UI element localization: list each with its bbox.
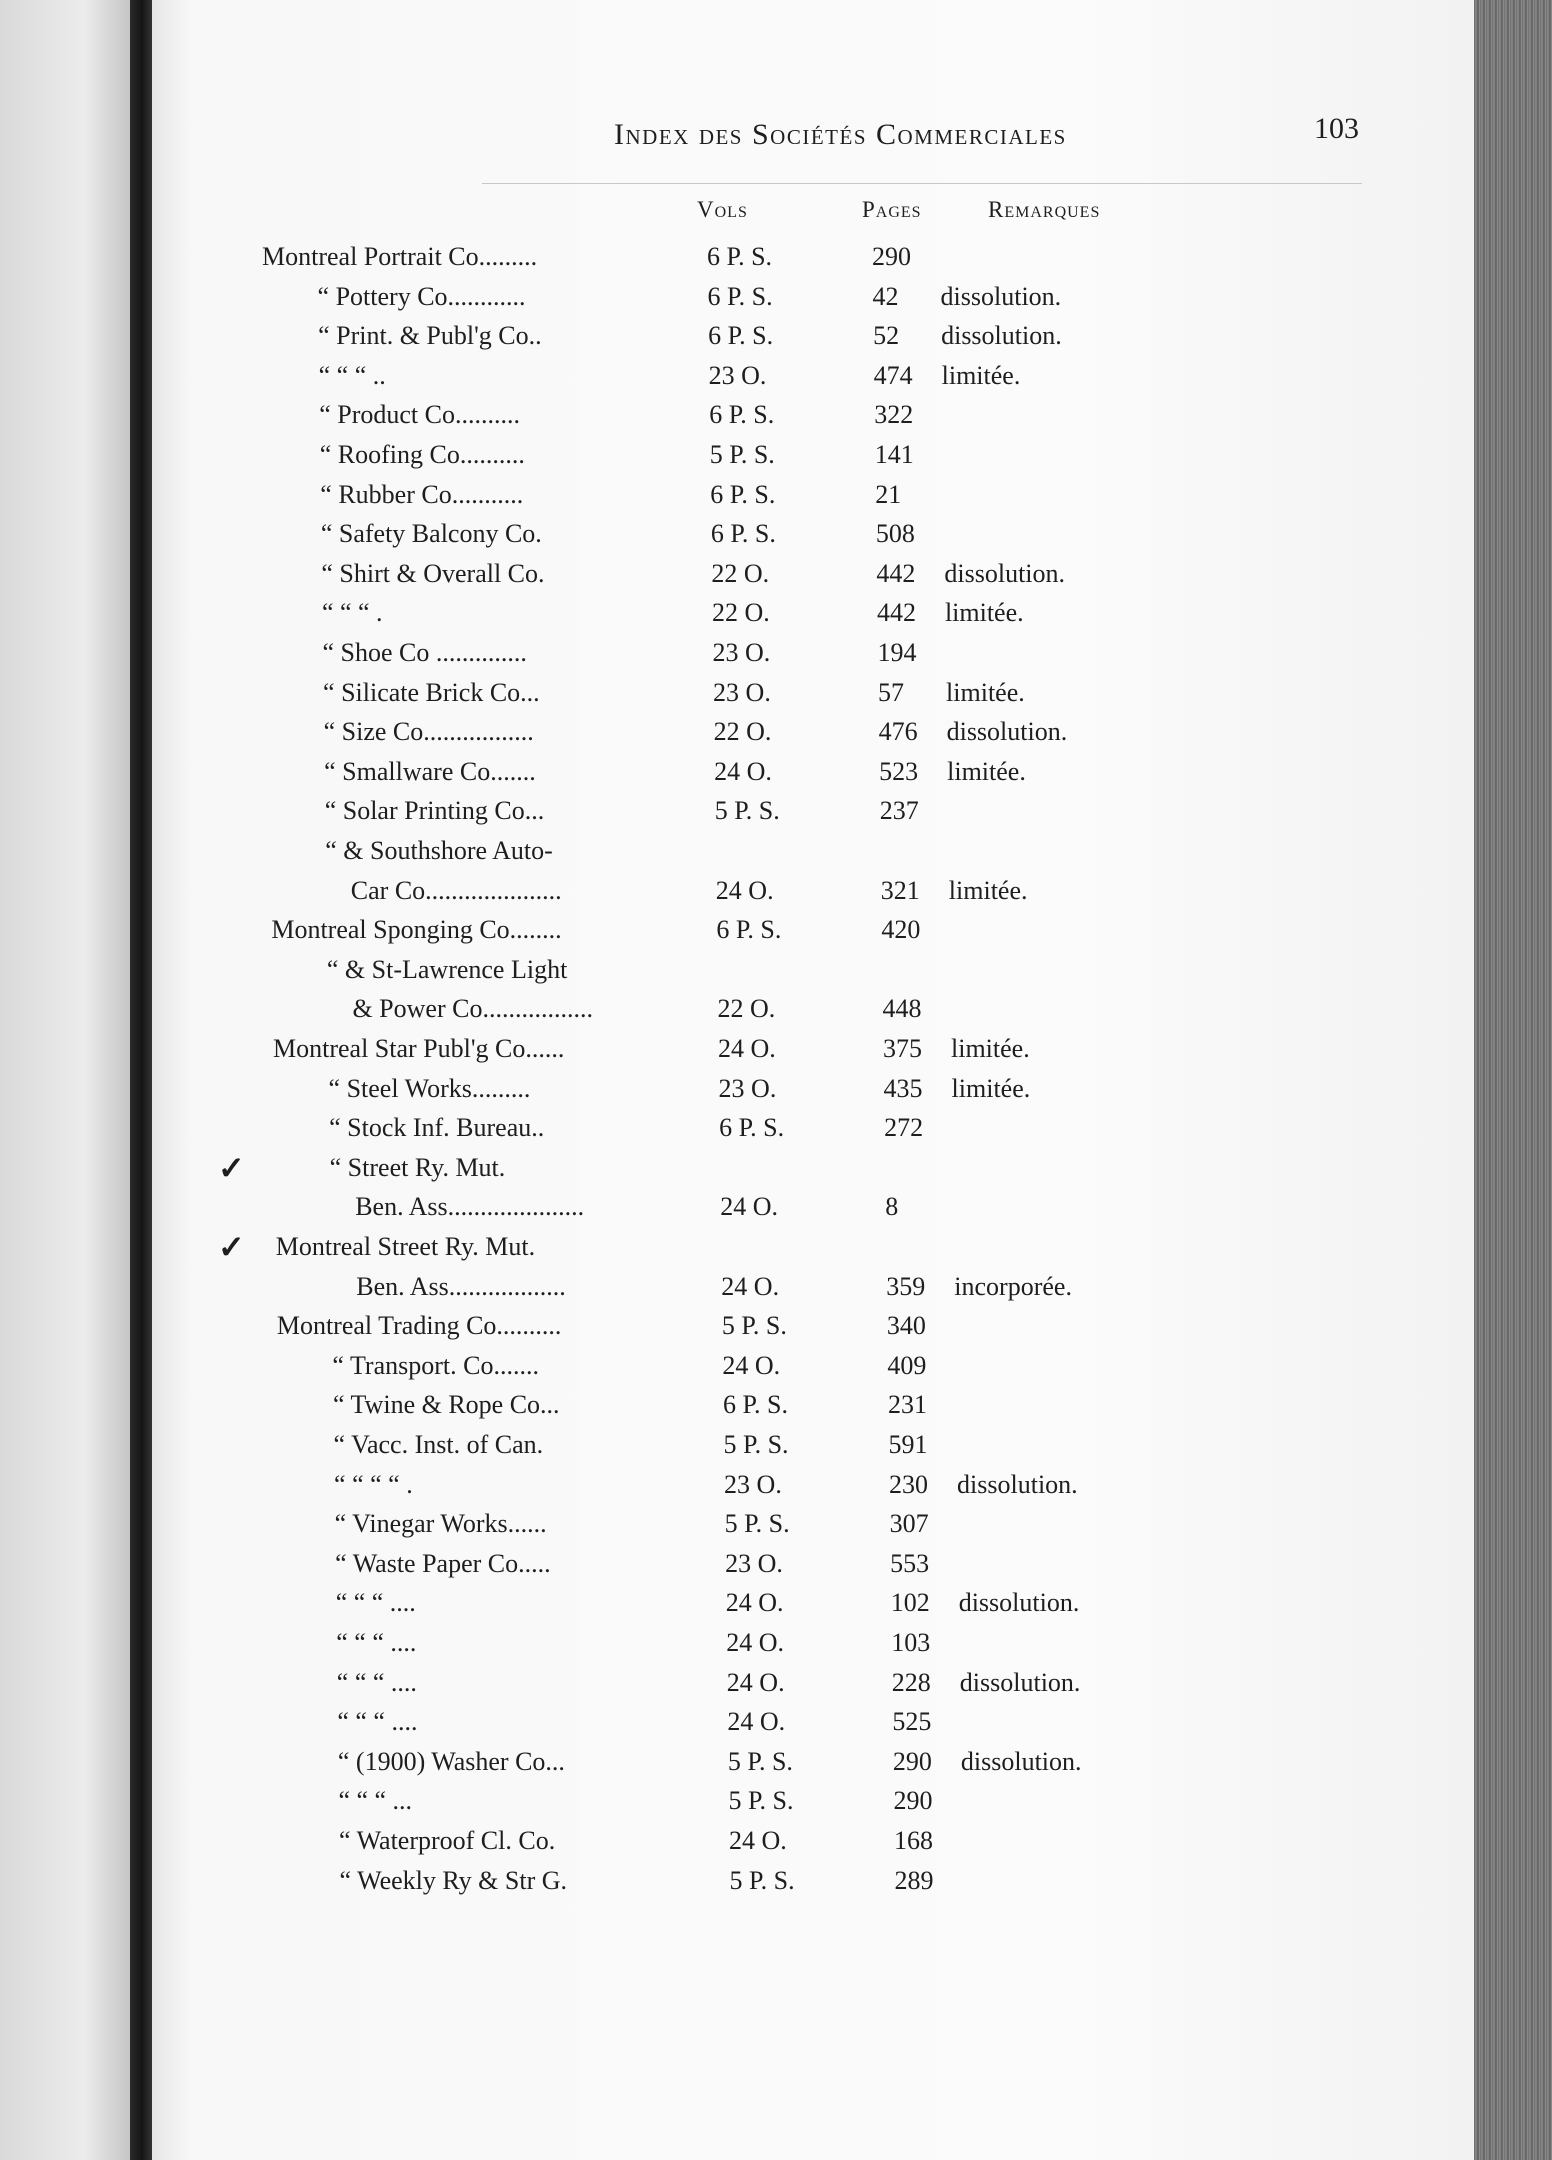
entry-name: “ Shirt & Overall Co. bbox=[321, 558, 545, 588]
index-entry-row bbox=[152, 555, 1474, 593]
index-entry-row bbox=[152, 1386, 1474, 1424]
entry-page: 290 bbox=[872, 242, 911, 271]
entry-page: 442 bbox=[876, 558, 916, 588]
index-entry-row bbox=[152, 357, 1474, 395]
entry-name: “ “ “ .... bbox=[336, 1628, 417, 1657]
entry-volume: 23 O. bbox=[708, 360, 767, 390]
entry-remark: dissolution. bbox=[959, 1667, 1081, 1697]
entry-volume: 24 O. bbox=[726, 1667, 785, 1697]
entry-volume: 5 P. S. bbox=[724, 1509, 790, 1539]
entry-page: 322 bbox=[874, 400, 914, 430]
entry-name: Montreal Trading Co.......... bbox=[276, 1311, 562, 1341]
index-entry-row bbox=[152, 753, 1474, 791]
entry-page: 409 bbox=[887, 1350, 927, 1380]
entry-page: 228 bbox=[891, 1667, 931, 1697]
entry-name: “ Pottery Co............ bbox=[317, 281, 526, 311]
entry-volume: 5 P. S. bbox=[723, 1430, 789, 1459]
entry-name: “ Silicate Brick Co... bbox=[323, 677, 540, 707]
entry-page: 42 bbox=[872, 281, 899, 311]
checkmark-icon: ✓ bbox=[218, 1229, 245, 1265]
facing-page-edge bbox=[0, 0, 140, 2160]
entry-name: Montreal Street Ry. Mut. bbox=[275, 1232, 536, 1261]
index-entry-row bbox=[152, 990, 1474, 1028]
entry-name: “ Safety Balcony Co. bbox=[320, 519, 542, 549]
entry-volume: 24 O. bbox=[729, 1826, 787, 1855]
entry-name: “ Size Co................. bbox=[323, 717, 534, 747]
column-header-pages: Pages bbox=[862, 197, 922, 222]
index-entry-row bbox=[152, 1862, 1474, 1900]
entry-volume: 6 P. S. bbox=[716, 915, 782, 945]
entry-volume: 6 P. S. bbox=[708, 321, 774, 351]
entry-volume: 6 P. S. bbox=[710, 479, 776, 509]
entry-volume: 22 O. bbox=[711, 558, 770, 588]
entry-page: 102 bbox=[890, 1588, 930, 1618]
entry-volume: 6 P. S. bbox=[710, 519, 776, 549]
entry-volume: 22 O. bbox=[717, 994, 776, 1024]
entry-name: Ben. Ass..................... bbox=[355, 1192, 585, 1222]
index-entry-row bbox=[152, 872, 1474, 910]
index-entry-row bbox=[152, 1782, 1474, 1820]
page-stack-edge bbox=[1474, 0, 1552, 2160]
entry-name: “ “ “ ... bbox=[338, 1786, 413, 1816]
index-entry-row bbox=[152, 1505, 1474, 1543]
entry-page: 230 bbox=[889, 1469, 929, 1499]
index-entry-row bbox=[152, 476, 1474, 514]
index-entry-row bbox=[152, 1030, 1474, 1068]
entry-volume: 6 P. S. bbox=[719, 1113, 785, 1143]
index-entry-row bbox=[152, 594, 1474, 632]
entry-page: 420 bbox=[881, 915, 921, 945]
entry-page: 508 bbox=[875, 519, 915, 549]
entry-name: “ Stock Inf. Bureau.. bbox=[329, 1113, 545, 1143]
entry-name: “ Waste Paper Co..... bbox=[335, 1548, 551, 1578]
entry-name: “ Roofing Co.......... bbox=[319, 440, 525, 469]
entry-name: Montreal Sponging Co........ bbox=[271, 915, 562, 945]
book-binding bbox=[130, 0, 154, 2160]
entry-volume: 22 O. bbox=[711, 598, 770, 628]
index-entry-row bbox=[152, 1228, 1474, 1266]
entry-page: 8 bbox=[885, 1192, 899, 1222]
entry-page: 523 bbox=[879, 756, 919, 786]
entry-name: “ (1900) Washer Co... bbox=[337, 1746, 565, 1776]
entry-remark: dissolution. bbox=[960, 1746, 1082, 1776]
entry-page: 231 bbox=[887, 1390, 927, 1420]
entry-page: 141 bbox=[874, 440, 914, 469]
index-entry-row bbox=[152, 278, 1474, 316]
entry-page: 435 bbox=[883, 1073, 923, 1103]
entry-remark: dissolution. bbox=[944, 558, 1066, 588]
entry-page: 21 bbox=[875, 479, 902, 509]
entry-name: “ & St-Lawrence Light bbox=[326, 954, 568, 984]
index-entry-row bbox=[152, 1268, 1474, 1306]
index-entry-row bbox=[152, 1584, 1474, 1622]
index-entry-row bbox=[152, 792, 1474, 830]
index-entries bbox=[152, 0, 1474, 2160]
entry-name: Ben. Ass.................. bbox=[356, 1271, 566, 1301]
entry-name: Montreal Star Publ'g Co...... bbox=[273, 1034, 565, 1063]
entry-volume: 6 P. S. bbox=[707, 281, 773, 311]
entry-name: Montreal Portrait Co......... bbox=[262, 242, 538, 271]
entry-volume: 24 O. bbox=[718, 1034, 776, 1063]
entry-page: 290 bbox=[893, 1786, 933, 1816]
entry-page: 237 bbox=[879, 796, 919, 826]
entry-volume: 6 P. S. bbox=[709, 400, 775, 430]
entry-page: 375 bbox=[883, 1034, 922, 1063]
entry-page: 52 bbox=[873, 321, 900, 351]
entry-volume: 5 P. S. bbox=[714, 796, 780, 826]
entry-page: 290 bbox=[892, 1746, 932, 1776]
index-entry-row bbox=[152, 1664, 1474, 1702]
entry-remark: limitée. bbox=[941, 360, 1021, 390]
index-entry-row bbox=[152, 238, 1474, 276]
entry-page: 442 bbox=[876, 598, 916, 628]
entry-name: “ “ “ “ . bbox=[334, 1469, 413, 1499]
entry-volume: 5 P. S. bbox=[709, 440, 775, 469]
index-entry-row bbox=[152, 634, 1474, 672]
entry-name: “ “ “ .... bbox=[337, 1707, 418, 1737]
entry-volume: 24 O. bbox=[727, 1707, 786, 1737]
entry-volume: 24 O. bbox=[714, 756, 772, 786]
entry-volume: 5 P. S. bbox=[727, 1746, 793, 1776]
entry-page: 194 bbox=[877, 638, 917, 667]
entry-page: 307 bbox=[889, 1509, 929, 1539]
entry-page: 340 bbox=[886, 1311, 926, 1341]
entry-volume: 5 P. S. bbox=[729, 1865, 795, 1895]
entry-volume: 5 P. S. bbox=[728, 1786, 794, 1816]
entry-volume: 23 O. bbox=[713, 677, 771, 707]
index-entry-row bbox=[152, 515, 1474, 553]
index-entry-row bbox=[152, 317, 1474, 355]
index-entry-row bbox=[152, 713, 1474, 751]
index-entry-row bbox=[152, 1703, 1474, 1741]
entry-volume: 23 O. bbox=[724, 1469, 782, 1499]
entry-name: “ Weekly Ry & Str G. bbox=[339, 1865, 568, 1895]
entry-volume: 24 O. bbox=[720, 1192, 778, 1222]
entry-name: “ “ “ . bbox=[321, 598, 383, 628]
entry-name: “ Vinegar Works...... bbox=[334, 1509, 547, 1539]
index-entry-row bbox=[152, 951, 1474, 989]
entry-page: 474 bbox=[873, 360, 913, 390]
entry-page: 359 bbox=[886, 1271, 926, 1301]
entry-name: “ Solar Printing Co... bbox=[324, 796, 545, 826]
entry-volume: 23 O. bbox=[725, 1548, 783, 1578]
entry-page: 272 bbox=[884, 1113, 924, 1143]
entry-volume: 5 P. S. bbox=[721, 1311, 787, 1341]
entry-page: 476 bbox=[878, 717, 918, 747]
index-entry-row bbox=[152, 396, 1474, 434]
index-entry-row bbox=[152, 1426, 1474, 1464]
entry-page: 321 bbox=[880, 875, 920, 905]
entry-page: 525 bbox=[892, 1707, 932, 1737]
entry-name: “ Transport. Co....... bbox=[332, 1350, 539, 1380]
entry-remark: limitée. bbox=[947, 756, 1026, 786]
entry-remark: dissolution. bbox=[957, 1469, 1078, 1499]
index-entry-row bbox=[152, 1307, 1474, 1345]
checkmark-icon: ✓ bbox=[218, 1149, 245, 1186]
entry-page: 553 bbox=[890, 1548, 930, 1578]
entry-remark: dissolution. bbox=[958, 1588, 1080, 1618]
index-entry-row bbox=[152, 1347, 1474, 1385]
entry-name: “ Product Co.......... bbox=[319, 400, 520, 430]
entry-volume: 22 O. bbox=[713, 717, 772, 747]
entry-name: “ Steel Works......... bbox=[328, 1073, 531, 1103]
entry-name: “ “ “ .. bbox=[318, 360, 386, 390]
entry-remark: limitée. bbox=[946, 677, 1025, 707]
entry-remark: dissolution. bbox=[941, 321, 1062, 351]
index-entry-row bbox=[152, 911, 1474, 949]
entry-volume: 24 O. bbox=[725, 1588, 784, 1618]
index-entry-row bbox=[152, 674, 1474, 712]
index-entry-row bbox=[152, 1822, 1474, 1860]
entry-name: “ & Southshore Auto- bbox=[325, 836, 553, 865]
entry-name: “ Smallware Co....... bbox=[324, 756, 536, 786]
page-number: 103 bbox=[1314, 112, 1359, 145]
index-entry-row bbox=[152, 1624, 1474, 1662]
entry-remark: incorporée. bbox=[954, 1271, 1072, 1301]
column-header-remarques: Remarques bbox=[988, 197, 1101, 222]
entry-page: 103 bbox=[891, 1628, 931, 1657]
entry-volume: 24 O. bbox=[722, 1350, 781, 1380]
entry-name: “ “ “ .... bbox=[335, 1588, 416, 1618]
entry-page: 289 bbox=[894, 1865, 934, 1895]
entry-page: 57 bbox=[878, 677, 905, 707]
entry-remark: dissolution. bbox=[946, 717, 1068, 747]
entry-name: “ Street Ry. Mut. bbox=[329, 1152, 506, 1182]
entry-name: “ Rubber Co........... bbox=[320, 479, 524, 509]
index-entry-row bbox=[152, 1466, 1474, 1504]
entry-volume: 24 O. bbox=[721, 1271, 780, 1301]
entry-volume: 23 O. bbox=[718, 1073, 777, 1103]
entry-page: 168 bbox=[894, 1826, 933, 1855]
index-entry-row bbox=[152, 1188, 1474, 1226]
entry-volume: 6 P. S. bbox=[707, 242, 773, 271]
index-entry-row bbox=[152, 1070, 1474, 1108]
entry-remark: dissolution. bbox=[940, 281, 1062, 311]
entry-page: 591 bbox=[888, 1430, 928, 1459]
entry-remark: limitée. bbox=[951, 1073, 1031, 1103]
entry-name: “ Waterproof Cl. Co. bbox=[339, 1826, 556, 1855]
entry-volume: 24 O. bbox=[726, 1628, 785, 1657]
entry-name: “ Print. & Publ'g Co.. bbox=[318, 321, 542, 351]
entry-remark: limitée. bbox=[948, 875, 1028, 905]
entry-name: “ Vacc. Inst. of Can. bbox=[333, 1430, 544, 1459]
entry-name: “ Shoe Co .............. bbox=[322, 638, 527, 667]
entry-remark: limitée. bbox=[944, 598, 1024, 628]
index-entry-row bbox=[152, 1109, 1474, 1147]
book-page bbox=[152, 0, 1474, 2160]
entry-volume: 6 P. S. bbox=[722, 1390, 788, 1420]
index-entry-row bbox=[152, 1743, 1474, 1781]
entry-name: & Power Co................. bbox=[352, 994, 593, 1024]
entry-name: Car Co..................... bbox=[350, 875, 562, 905]
index-entry-row bbox=[152, 436, 1474, 474]
entry-name: “ “ “ .... bbox=[336, 1667, 417, 1697]
column-header-vols: Vols bbox=[697, 197, 748, 222]
entry-page: 448 bbox=[882, 994, 922, 1024]
index-entry-row bbox=[152, 832, 1474, 870]
entry-name: “ Twine & Rope Co... bbox=[332, 1390, 560, 1420]
index-entry-row bbox=[152, 1545, 1474, 1583]
entry-volume: 24 O. bbox=[715, 875, 774, 905]
entry-remark: limitée. bbox=[951, 1034, 1030, 1063]
index-entry-row bbox=[152, 1149, 1474, 1187]
page-title: Index des Sociétés Commerciales bbox=[614, 118, 1067, 151]
entry-volume: 23 O. bbox=[712, 638, 771, 667]
